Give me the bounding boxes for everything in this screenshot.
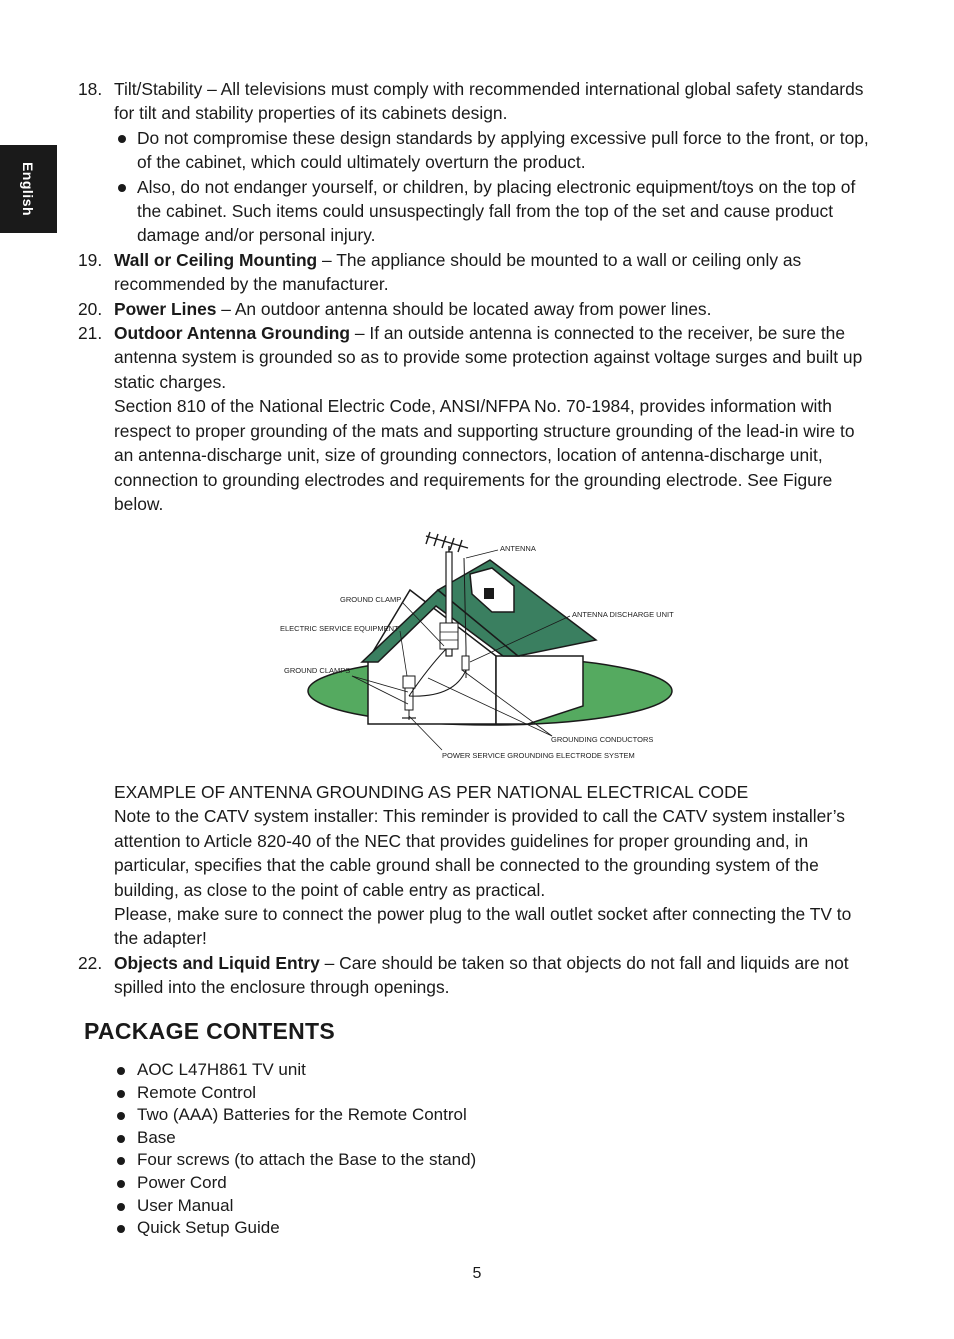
after-figure-text xyxy=(78,780,878,1000)
item-19 xyxy=(78,248,878,297)
item-text: – If an outside antenna is connected to the receiver, be sure the antenna system is grounded so as to provide some protection against voltage surges and built up static charges. xyxy=(114,323,863,392)
antenna-grounding-diagram xyxy=(278,528,688,768)
label-electric-service: ELECTRIC SERVICE EQUIPMENT xyxy=(280,624,399,633)
electric-service-box xyxy=(403,676,415,688)
item-text: – An outdoor antenna should be located away from power lines. xyxy=(216,298,712,319)
bullet-list xyxy=(114,126,878,248)
item-text: – The appliance should be mounted to a wall or ceiling only as recommended by the manufacturer. xyxy=(114,249,802,295)
label-power-service: POWER SERVICE GROUNDING ELECTRODE SYSTEM xyxy=(442,751,635,760)
item-text: – Care should be taken so that objects do not fall and liquids are not spilled into the enclosure through openings. xyxy=(114,952,849,998)
package-contents-list xyxy=(114,1059,714,1240)
label-ground-clamp: GROUND CLAMP xyxy=(340,595,402,604)
catv-note: Note to the CATV system installer: This reminder is provided to call the CATV system installer’s attention to Article 820-40 of the NEC that provides guidelines for proper grounding and, in particular, specifies that the cable ground shall be connected to the grounding system of the building, as close to the point of cable entry as practical. xyxy=(114,806,845,900)
language-tab xyxy=(0,145,57,233)
label-antenna-discharge: ANTENNA DISCHARGE UNIT xyxy=(572,610,674,619)
figure-caption: EXAMPLE OF ANTENNA GROUNDING AS PER NATIONAL ELECTRICAL CODE xyxy=(114,782,749,802)
label-antenna: ANTENNA xyxy=(500,544,536,553)
item-18 xyxy=(78,77,878,248)
item-title: Wall or Ceiling Mounting xyxy=(114,249,318,270)
nec-section-text: Section 810 of the National Electric Code, ANSI/NFPA No. 70-1984, provides information with respect to proper grounding of the mats and supporting structure grounding of the lead-in wire to an antenna-discharge unit, size of grounding connectors, location of antenna-discharge unit, connection to grounding electrodes and requirements for the grounding electrode. See Figure below. xyxy=(114,396,855,514)
package-item: User Manual xyxy=(114,1195,714,1218)
item-number: 18. xyxy=(78,79,103,99)
package-item: Base xyxy=(114,1127,714,1150)
safety-instructions xyxy=(78,77,878,516)
item-title: Objects and Liquid Entry xyxy=(114,952,320,973)
package-item: Remote Control xyxy=(114,1082,714,1105)
item-text: Tilt/Stability – All televisions must comply with recommended international global safety standards for tilt and stability properties of its cabinets design. xyxy=(114,79,864,124)
item-number: 20. xyxy=(78,298,103,319)
dormer-window xyxy=(484,588,494,599)
discharge-unit xyxy=(462,656,469,670)
label-grounding-conductors: GROUNDING CONDUCTORS xyxy=(551,735,654,744)
item-20 xyxy=(78,297,878,321)
item-21 xyxy=(78,321,878,516)
package-item: Quick Setup Guide xyxy=(114,1217,714,1240)
package-item: Two (AAA) Batteries for the Remote Control xyxy=(114,1104,714,1127)
power-note: Please, make sure to connect the power plug to the wall outlet socket after connecting the TV to the adapter! xyxy=(114,904,852,949)
package-contents-title: PACKAGE CONTENTS xyxy=(84,1018,335,1044)
item-22 xyxy=(78,951,878,1000)
package-item: Four screws (to attach the Base to the stand) xyxy=(114,1149,714,1172)
item-number: 19. xyxy=(78,249,103,270)
label-ground-clamps: GROUND CLAMPS xyxy=(284,666,351,675)
page-number: 5 xyxy=(472,1265,482,1282)
item-number: 21. xyxy=(78,323,103,344)
item-title: Outdoor Antenna Grounding xyxy=(114,323,351,344)
antenna-elements xyxy=(426,532,468,552)
item-number: 22. xyxy=(78,952,103,973)
package-item: AOC L47H861 TV unit xyxy=(114,1059,714,1082)
language-tab-label: English xyxy=(20,161,36,217)
item-title: Power Lines xyxy=(114,298,217,319)
item-21-continued xyxy=(78,780,878,951)
package-item: Power Cord xyxy=(114,1172,714,1195)
bullet-item: Also, do not endanger yourself, or children, by placing electronic equipment/toys on the top of the cabinet. Such items could unsuspectingly fall from the top of the set and cause product damage and/or personal injury. xyxy=(114,175,878,248)
bullet-item: Do not compromise these design standards by applying excessive pull force to the front, or top, of the cabinet, which could ultimately overturn the product. xyxy=(114,126,878,175)
